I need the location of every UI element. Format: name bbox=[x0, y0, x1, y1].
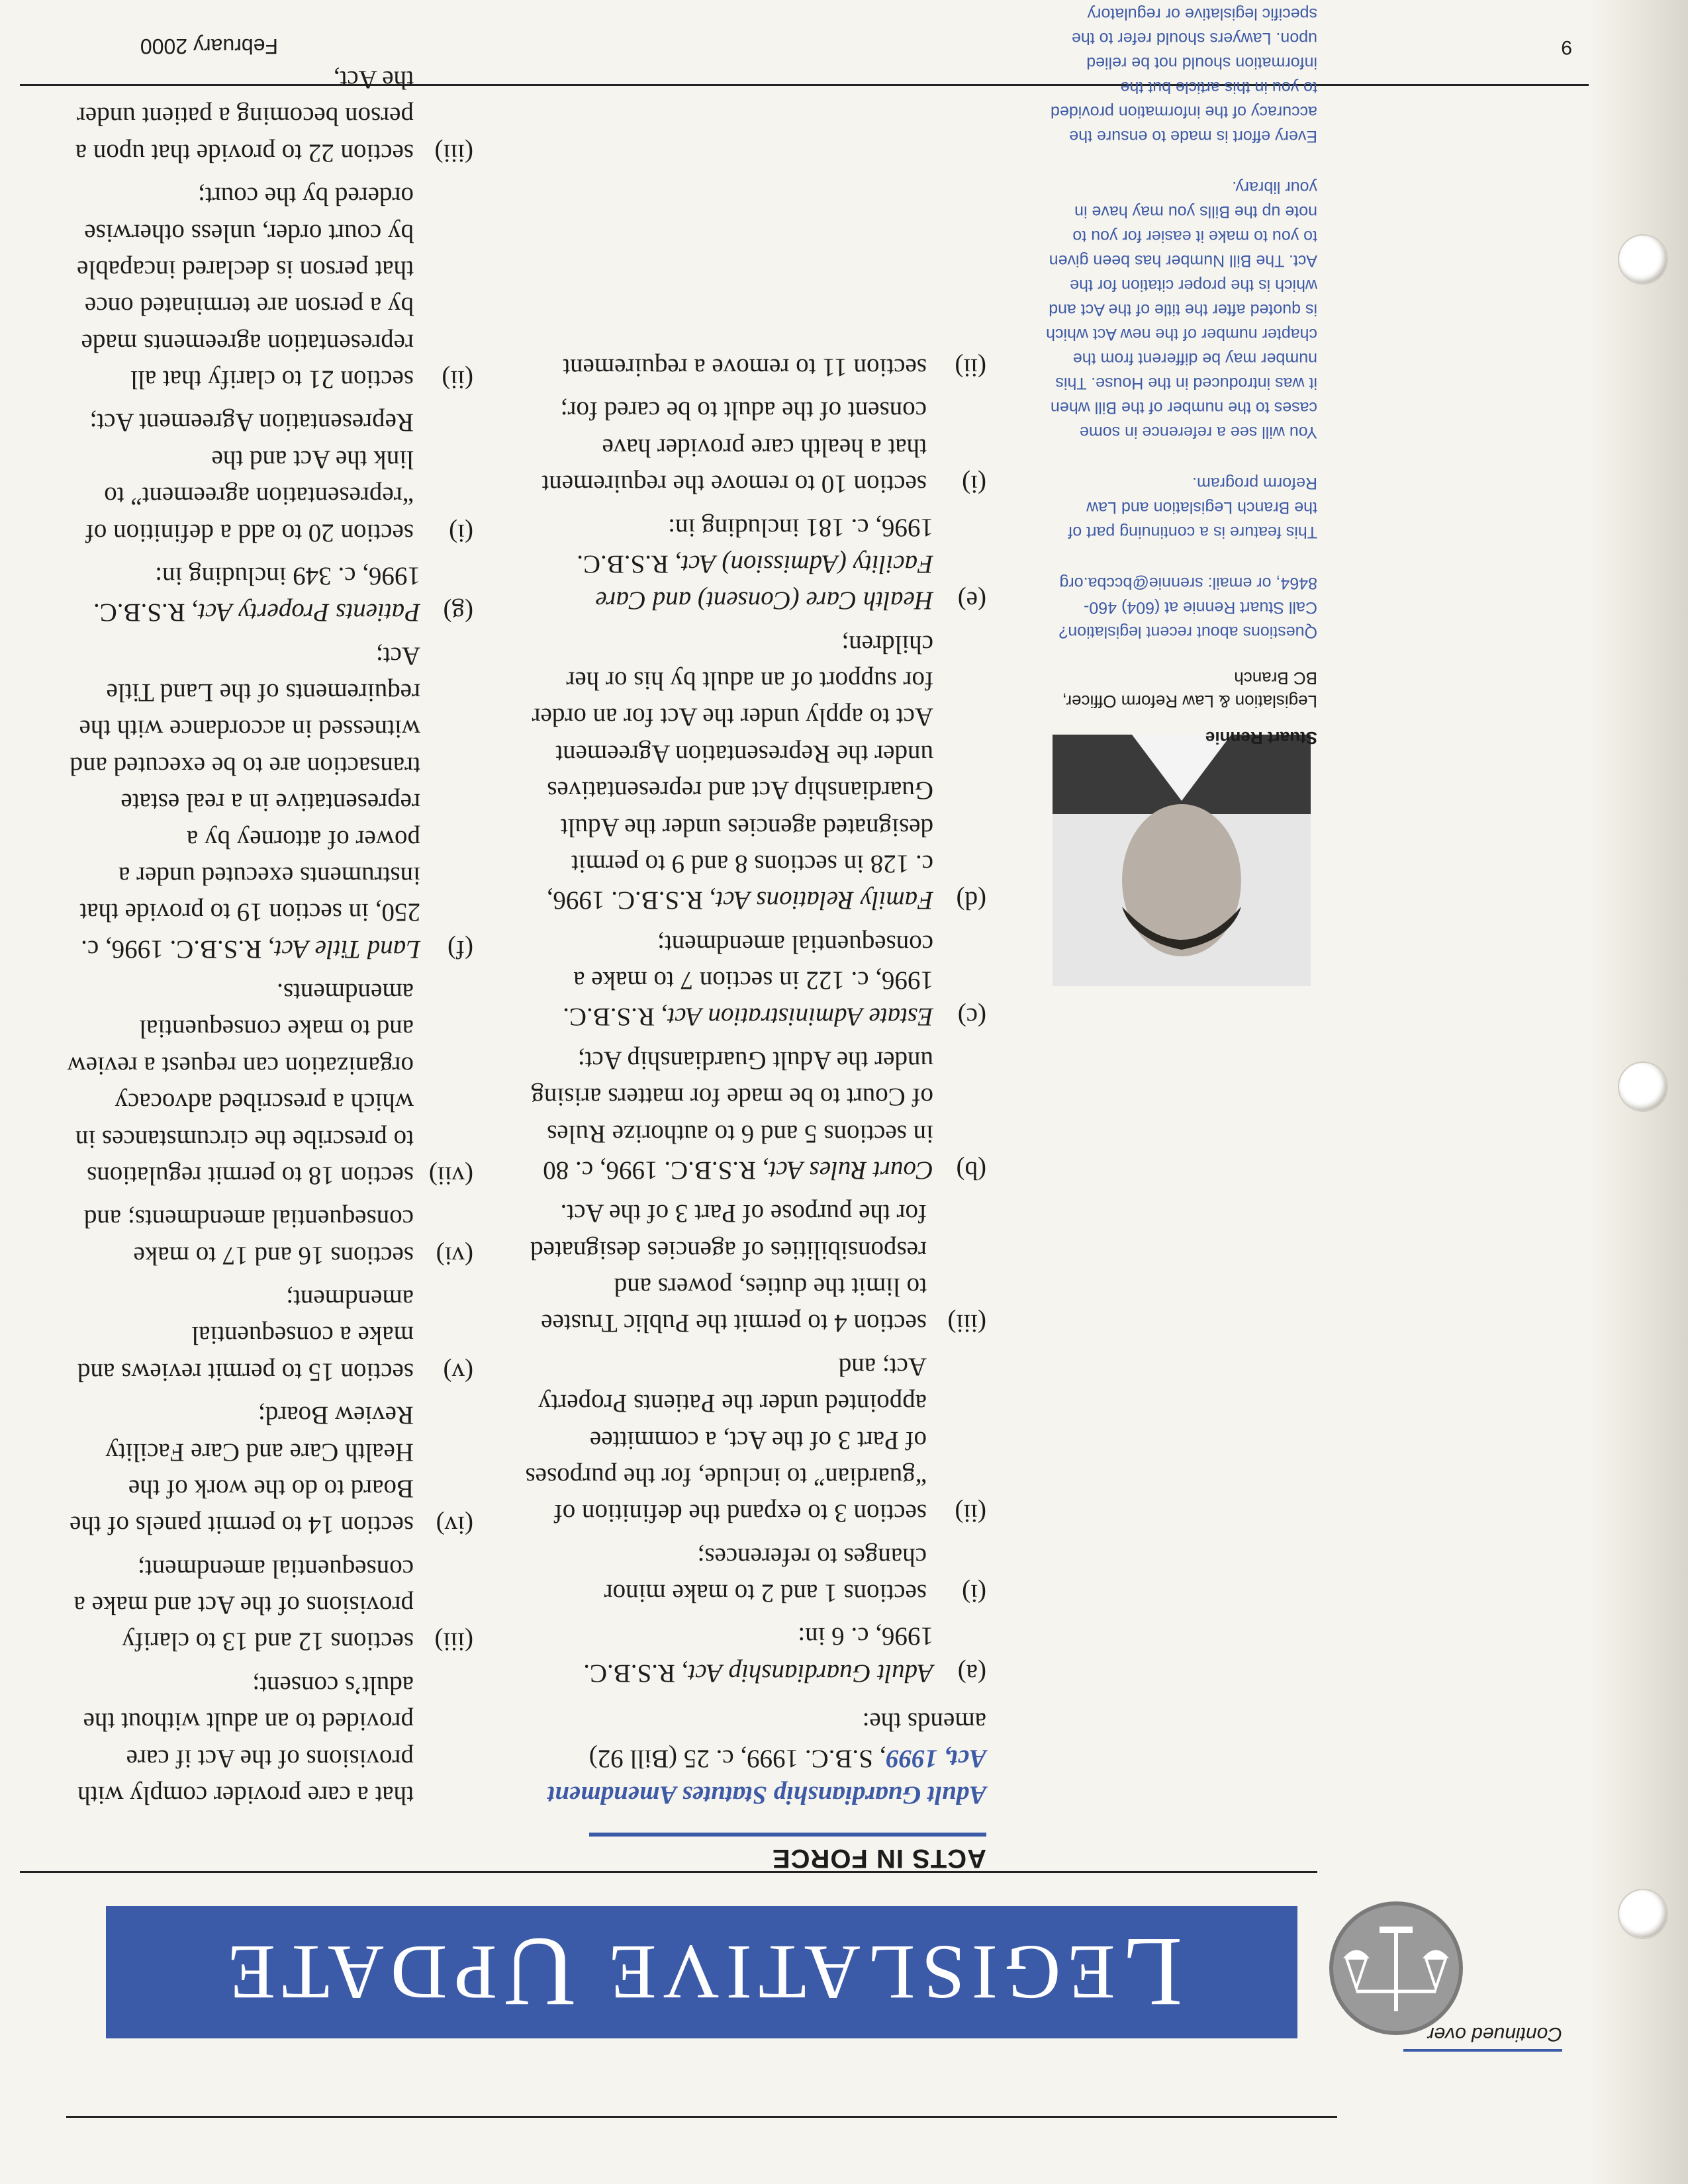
item-label bbox=[414, 1667, 473, 1814]
item-text: that a care provider comply with provisions of the Act if care provided to an adult without the adult’s consent; bbox=[77, 1670, 414, 1809]
punch-hole bbox=[1618, 1062, 1668, 1112]
sub-item-text: section 10 to remove the requirement that a health care provider have consent of the adult to be cared for; bbox=[541, 396, 927, 499]
act-details: , R.S.B.C. 1996, c. 122 in section 7 to make a consequential amendment; bbox=[563, 929, 933, 1032]
amendment-list bbox=[63, 62, 473, 1813]
sub-item-label: (ii) bbox=[442, 365, 473, 394]
item-label: (e) bbox=[957, 586, 986, 615]
punch-hole bbox=[1618, 1889, 1668, 1939]
sub-item bbox=[63, 1201, 473, 1274]
act-name: Family Relations Act bbox=[716, 886, 933, 915]
sub-item-text: section 18 to permit regulations to prescribe the circumstances in which a prescribed advocacy organization can request a review and to make consequential amendments. bbox=[67, 978, 414, 1190]
amended-act-item bbox=[523, 925, 986, 1035]
sub-item-text: section 14 to permit panels of the Board to do the work of the Health Care and Care Facility Review Board; bbox=[70, 1401, 414, 1540]
sub-item-label: (vi) bbox=[436, 1241, 473, 1270]
sub-item bbox=[523, 392, 986, 502]
amended-act-item bbox=[63, 637, 473, 967]
sub-item-text: section 22 to provide that upon a person becoming a patient under the Act, bbox=[75, 66, 414, 167]
punch-hole bbox=[1618, 234, 1668, 285]
disclaimer-note: Every effort is made to ensure the accuracy of the information provided to you in this article but the information should not be relied upon. Lawyers should refer to the specific legislative or regulatory bbox=[1051, 4, 1317, 146]
sub-item-label: (v) bbox=[443, 1357, 473, 1387]
author-photo bbox=[1053, 735, 1311, 986]
amended-act-item bbox=[523, 509, 986, 619]
sub-item-label: (iii) bbox=[434, 1627, 473, 1657]
sub-item-label: (iii) bbox=[947, 1309, 986, 1338]
sub-item-text: sections 12 and 13 to clarify provisions of the Act and make a consequential amendment; bbox=[73, 1554, 414, 1657]
scales-logo bbox=[1329, 1901, 1463, 2035]
amended-act-item bbox=[63, 558, 473, 631]
sub-item bbox=[63, 1550, 473, 1660]
page-number: 9 bbox=[1561, 36, 1572, 58]
sidebar bbox=[1046, 0, 1317, 748]
sub-item bbox=[523, 1538, 986, 1612]
author-name: Stuart Rennie bbox=[1205, 728, 1317, 748]
legislative-update-banner: L EGISLATIVE U PDATE bbox=[106, 1906, 1297, 2038]
sub-item bbox=[523, 1195, 986, 1342]
item-text bbox=[523, 1618, 933, 1692]
sub-item-label: (ii) bbox=[955, 353, 986, 383]
continued-over: Continued over bbox=[1427, 2023, 1562, 2045]
section-heading-bar bbox=[589, 1833, 986, 1837]
act-title: Adult Guardianship Statutes Amendment Act, 1999 bbox=[547, 1744, 986, 1809]
sub-item-text: section 21 to clarify that all representation agreements made by a person are terminated once that person is declared incapable by court order, unless otherwise ordered by the court; bbox=[77, 182, 414, 394]
item-text bbox=[523, 925, 933, 1035]
sub-item-label: (ii) bbox=[955, 1499, 986, 1528]
act-details: , R.S.B.C. 1996, c. 6 in: bbox=[583, 1622, 933, 1688]
item-label: (g) bbox=[443, 598, 473, 627]
sub-item-text: sections 16 and 17 to make consequential amendments; and bbox=[83, 1205, 414, 1270]
amendment-list bbox=[523, 349, 986, 1692]
act-name: Patients Property Act bbox=[198, 598, 420, 627]
contact-note: Questions about recent legislation? Call Stuart Rennie at (604) 460-8464, or email: srennie@bccba.org bbox=[1058, 573, 1317, 641]
act-citation: , S.B.C. 1999, c. 25 (Bill 92) amends the: bbox=[588, 1707, 986, 1773]
sub-item-label: (iii) bbox=[434, 138, 473, 167]
sub-item bbox=[63, 1397, 473, 1544]
author-title: Legislation & Law Reform Officer, BC Branch bbox=[1062, 668, 1317, 711]
item-text bbox=[63, 558, 420, 631]
section-heading: ACTS IN FORCE bbox=[771, 1844, 986, 1873]
column-right bbox=[63, 55, 473, 1813]
issue-date: February 2000 bbox=[140, 34, 278, 58]
continued-text bbox=[63, 1667, 473, 1814]
sub-item-text: section 11 to remove a requirement bbox=[563, 353, 927, 383]
column-left bbox=[523, 343, 986, 1813]
item-text bbox=[523, 1042, 933, 1189]
amended-act-item bbox=[523, 625, 986, 919]
sub-item bbox=[63, 1281, 473, 1390]
item-label: (b) bbox=[956, 1156, 986, 1185]
bill-number-note: You will see a reference in some cases to the number of the Bill when it was introduced in the House. This number may be different from the chapter number of the new Act which is quoted after the title of the Act and which is the proper citation for the Act. The Bill Number has been given to you to make it easier for you to note up the Bills you may have in your library. bbox=[1046, 177, 1317, 441]
sub-item bbox=[523, 349, 986, 386]
item-label: (f) bbox=[447, 934, 473, 964]
sub-item-label: (iv) bbox=[436, 1511, 473, 1540]
sub-item-text: section 20 to add a definition of “representation agreement” to link the Act and the Representation Agreement Act; bbox=[85, 408, 414, 547]
sub-item-label: (vii) bbox=[428, 1161, 473, 1190]
top-rule bbox=[66, 2116, 1337, 2118]
act-details: , R.S.B.C. 1996, c. 349 including in: bbox=[93, 562, 420, 627]
sub-item bbox=[63, 178, 473, 398]
item-label: (d) bbox=[956, 886, 986, 915]
act-details: , R.S.B.C. 1996, c. 80 in sections 5 and 6 to authorize Rules of Court to be made for matters arising under the Adult Guardianship Act; bbox=[531, 1046, 933, 1185]
sub-item-text: sections 1 and 2 to make minor changes to references; bbox=[604, 1542, 927, 1608]
sub-item-label: (i) bbox=[449, 518, 473, 547]
sub-item bbox=[63, 974, 473, 1194]
item-text bbox=[523, 509, 933, 619]
feature-note: This feature is a continuing part of the Branch Legislation and Law Reform program. bbox=[1068, 473, 1317, 541]
amended-act-item bbox=[523, 1042, 986, 1189]
act-details: , R.S.B.C. 1996, c. 250, in section 19 to provide that instruments executed under a power of attorney by a representative in a real estate transaction are to be executed and witnessed in accordance with the requirements of the Land Title Act; bbox=[70, 641, 420, 964]
act-name: Land Title Act bbox=[274, 934, 420, 964]
sub-item-text: section 3 to expand the definition of “guardian” to include, for the purposes of Part 3 of the Act, a committee appointed under the Patients Property Act; and bbox=[525, 1352, 927, 1528]
sub-item bbox=[523, 1349, 986, 1532]
sub-item-text: section 15 to permit reviews and make a consequential amendment; bbox=[77, 1285, 414, 1387]
act-intro bbox=[523, 1704, 986, 1813]
amended-act-item bbox=[523, 1618, 986, 1692]
act-details: , R.S.B.C. 1996, c. 181 including in: bbox=[577, 513, 933, 578]
sub-item-label: (i) bbox=[962, 1579, 986, 1608]
sub-item bbox=[63, 62, 473, 171]
sub-item bbox=[63, 404, 473, 551]
act-name: Estate Administration Act bbox=[667, 1003, 933, 1032]
continued-bar bbox=[1403, 2049, 1562, 2052]
act-name: Adult Guardianship Act bbox=[688, 1659, 933, 1688]
act-name: Health Care (Consent) and Care Facility (Admission) Act bbox=[595, 550, 933, 615]
item-label: (a) bbox=[957, 1659, 986, 1688]
item-text bbox=[63, 637, 420, 967]
sub-item-text: section 4 to permit the Public Trustee to limit the duties, powers and responsibilities of agencies designated for the purpose of Part 3 of the Act. bbox=[530, 1199, 927, 1338]
act-details: , R.S.B.C. 1996, c. 128 in sections 8 and 9 to permit designated agencies under the Adult Guardianship Act and representatives under the Representation Agreement Act to apply under the Act for an order for support of an adult by his or her children; bbox=[532, 629, 933, 915]
item-label: (c) bbox=[957, 1003, 986, 1032]
item-text bbox=[523, 625, 933, 919]
sub-item-label: (i) bbox=[962, 470, 986, 499]
act-name: Court Rules Act bbox=[769, 1156, 933, 1185]
